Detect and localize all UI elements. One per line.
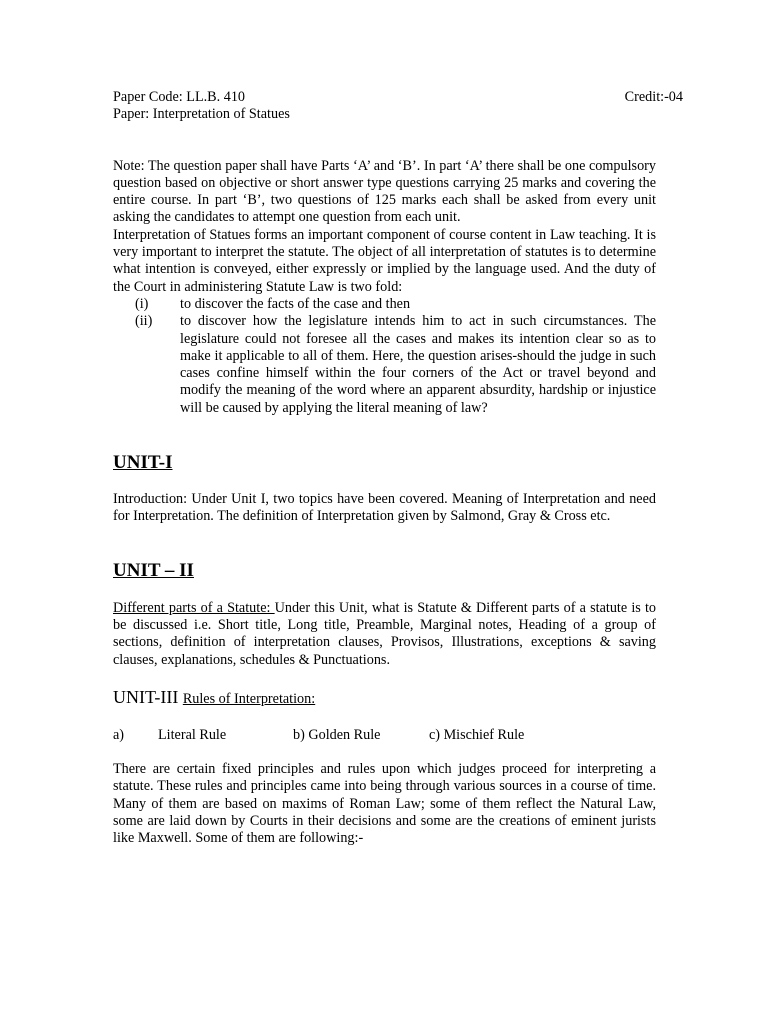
- unit-3-paragraph: There are certain fixed principles and rules upon which judges proceed for interpreting a statute. These rules and principles came into being through various sources in a course of time. Many of them are based on maxims of Roman Law; some of them reflect the Natural Law, some are laid down by Courts in their decisions and some are the creations of eminent jurists like Maxwell. Some of them are following:-: [113, 761, 656, 847]
- unit-3-heading: UNIT-III: [113, 686, 179, 707]
- unit-2-paragraph: [113, 600, 656, 669]
- unit-1-heading: UNIT-I: [113, 452, 173, 474]
- list-item-text: to discover the facts of the case and then: [180, 295, 411, 312]
- unit-3-subheading: Rules of Interpretation:: [182, 690, 316, 707]
- unit-2-heading: UNIT – II: [113, 559, 194, 581]
- list-item: [113, 296, 656, 313]
- intro-paragraph: Interpretation of Statues forms an important component of course content in Law teaching. It is very important to interpret the statute. The object of all interpretation of statutes is to determine what intention is conveyed, either expressly or implied by the language used. And the duty of the Court in administering Statute Law is two fold:: [113, 226, 656, 295]
- duties-list: [113, 296, 656, 417]
- unit-1-paragraph: Introduction: Under Unit I, two topics have been covered. Meaning of Interpretation and need for Interpretation. The definition of Interpretation given by Salmond, Gray & Cross etc.: [113, 491, 656, 525]
- unit-3-heading-row: [113, 686, 656, 710]
- paper-code: Paper Code: LL.B. 410: [113, 89, 246, 105]
- note-paragraph: Note: The question paper shall have Parts ‘A’ and ‘B’. In part ‘A’ there shall be one compulsory question based on objective or short answer type questions carrying 25 marks and covering the entire course. In part ‘B’, two questions of 125 marks each shall be asked from every unit asking the candidates to attempt one question from each unit.: [113, 157, 656, 226]
- document-page: [113, 89, 683, 848]
- list-item-number: (ii): [135, 313, 153, 330]
- list-item-number: (i): [135, 295, 149, 312]
- rules-prefix: a): [113, 726, 125, 743]
- unit-2-text: Under this Unit, what is Statute & Different parts of a statute is to be discussed i.e. Short title, Long title, Preamble, Marginal notes, Heading of a group of sections, definition of interpretation clauses, Provisos, Illustrations, exceptions & saving clauses, explanations, schedules & Punctuations.: [113, 599, 656, 668]
- rule-literal: Literal Rule: [158, 726, 227, 743]
- credit-label: Credit:-04: [624, 89, 683, 105]
- list-item: [113, 313, 656, 417]
- paper-header: [113, 89, 683, 106]
- rule-mischief: c) Mischief Rule: [429, 726, 525, 743]
- unit-2-lead: Different parts of a Statute:: [113, 599, 275, 616]
- rule-golden: b) Golden Rule: [293, 726, 381, 743]
- rules-row: [113, 727, 656, 744]
- paper-title: Paper: Interpretation of Statues: [113, 106, 290, 123]
- list-item-text: to discover how the legislature intends him to act in such circumstances. The legislature could not foresee all the cases and makes its intention clear so as to make it applicable to all of them. Here, the question arises-should the judge in such cases confine himself within the four corners of the Act or travel beyond and modify the meaning of the word where an apparent absurdity, hardship or injustice will be caused by applying the literal meaning of law?: [180, 313, 656, 416]
